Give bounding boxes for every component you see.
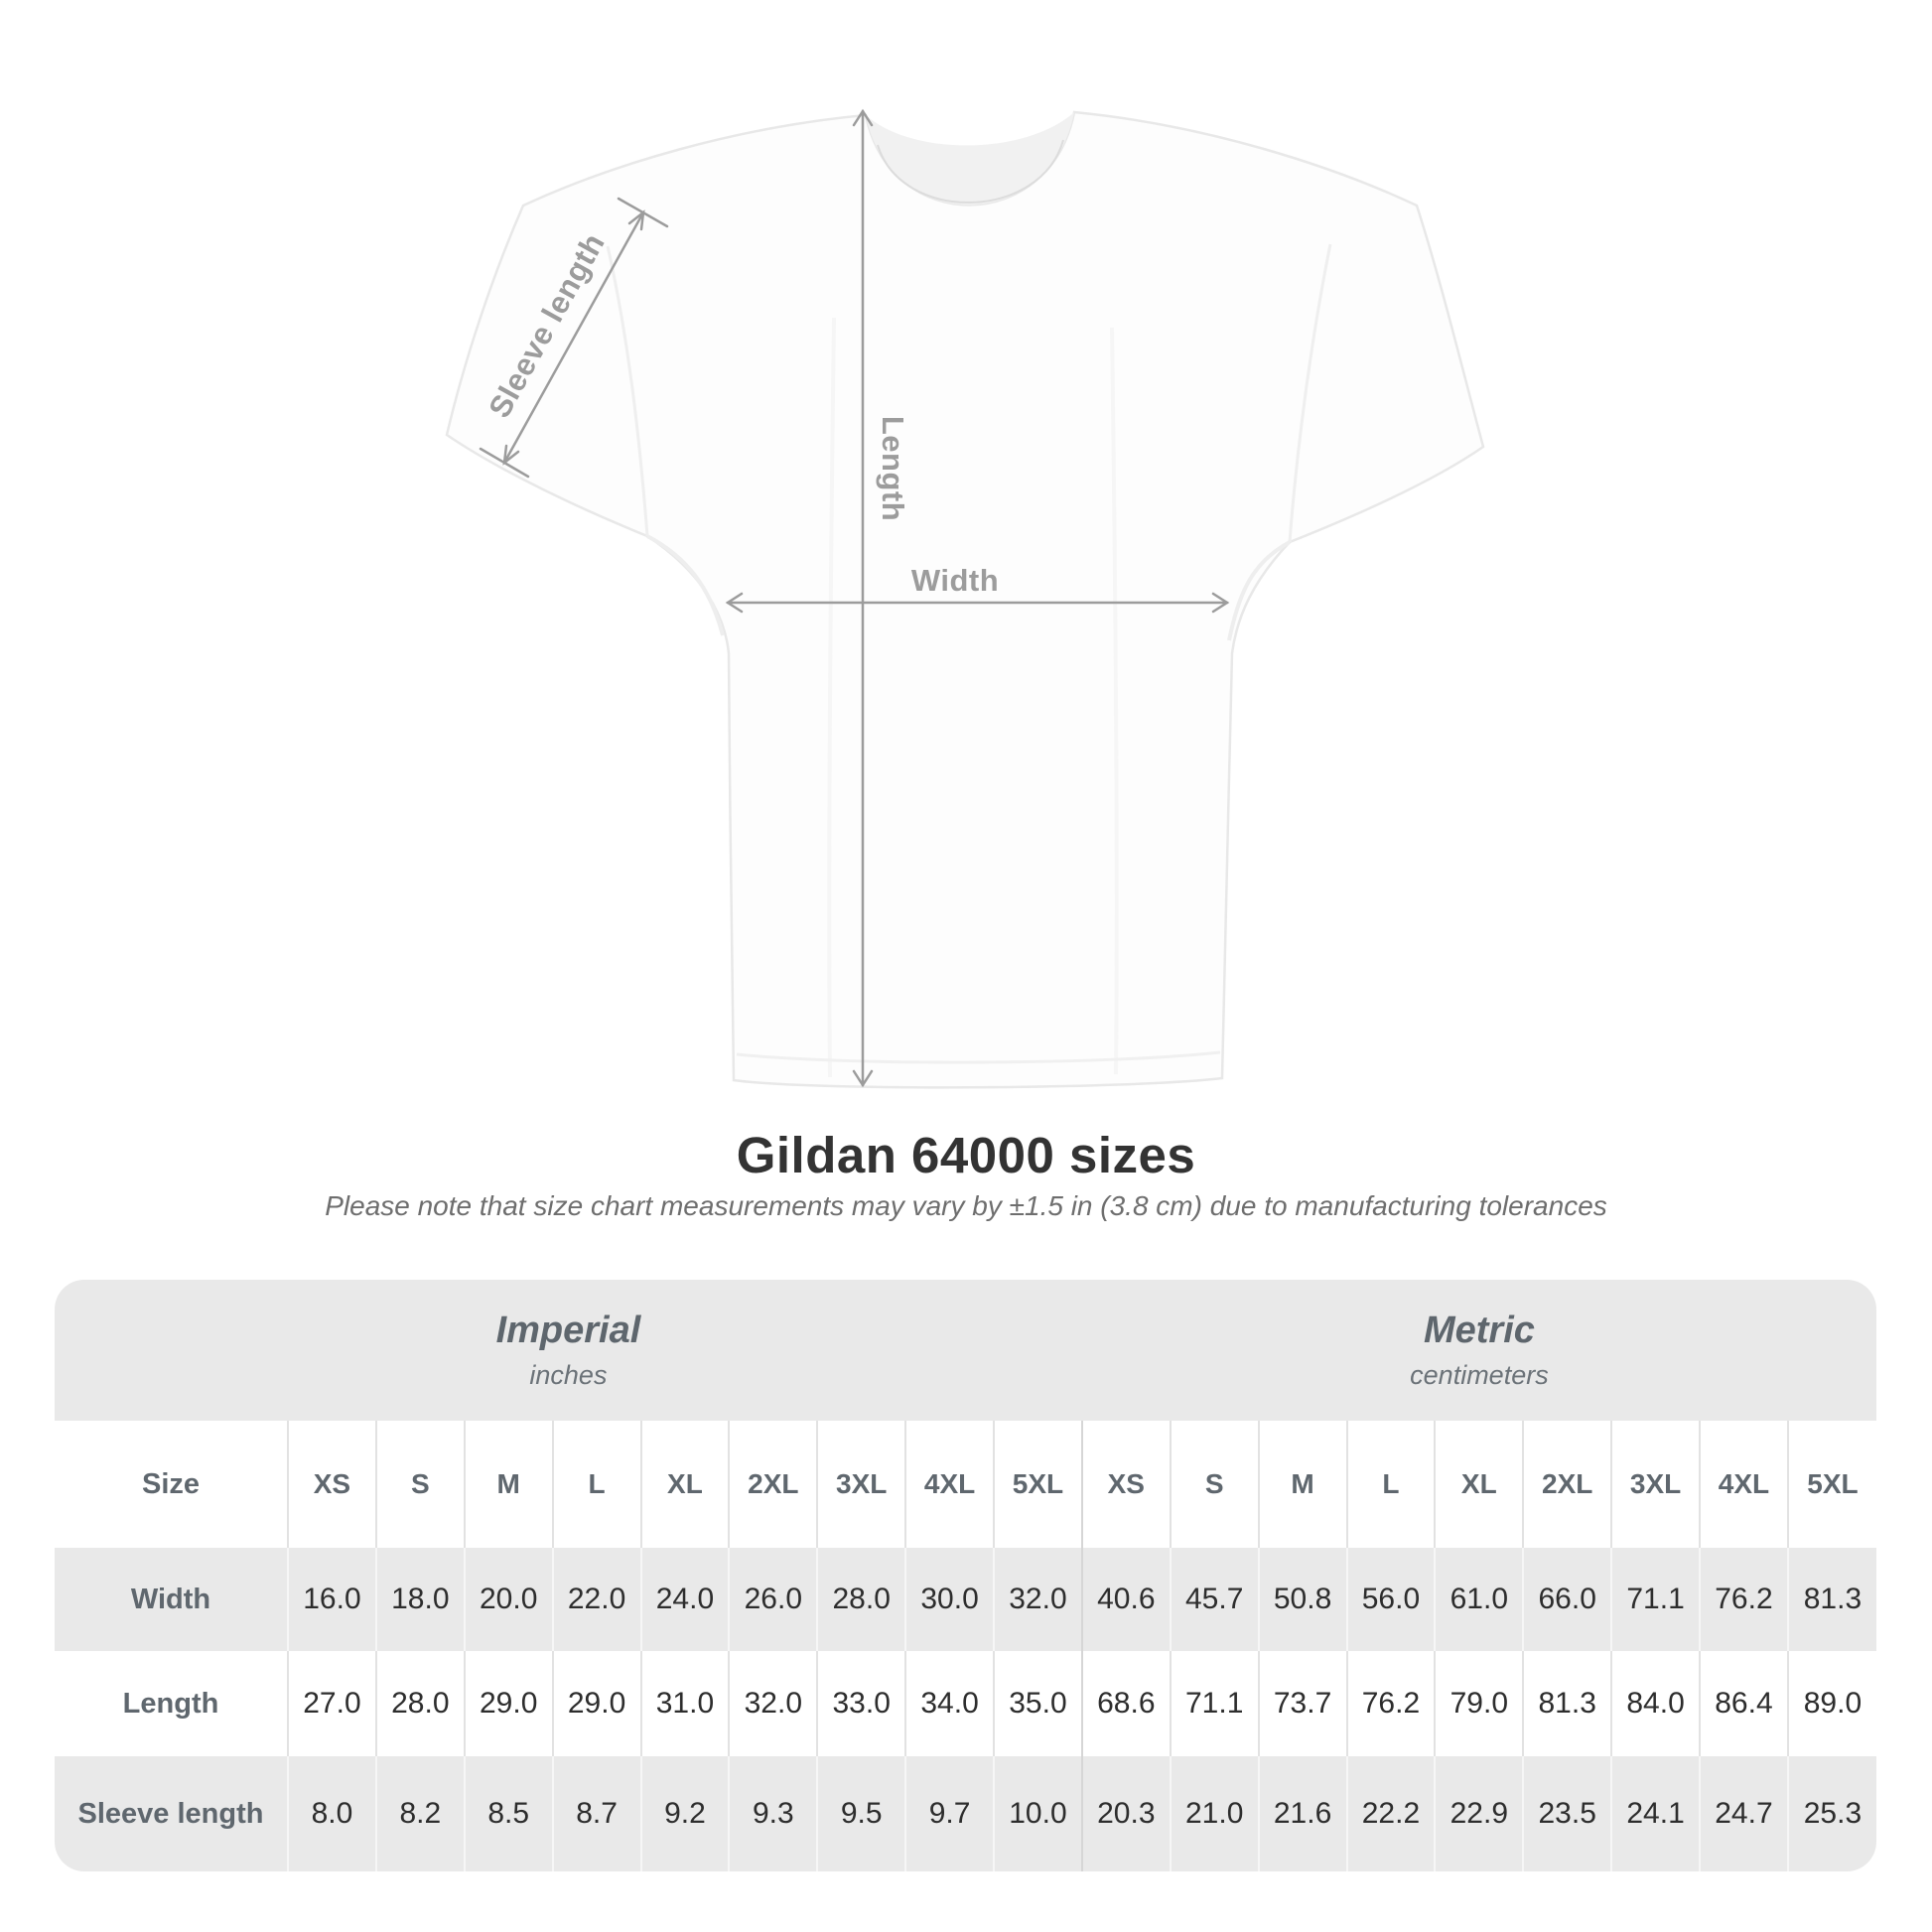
value-cell: 34.0 — [905, 1651, 994, 1756]
metric-header-cell — [1082, 1280, 1876, 1421]
unit-header-row — [55, 1280, 1876, 1421]
page-title: Gildan 64000 sizes — [736, 1127, 1196, 1183]
value-cell: 24.0 — [641, 1548, 730, 1651]
value-cell: 81.3 — [1788, 1548, 1876, 1651]
value-cell: 20.3 — [1082, 1756, 1171, 1871]
value-cell: 89.0 — [1788, 1651, 1876, 1756]
value-cell: 8.7 — [553, 1756, 641, 1871]
size-col: 5XL — [1788, 1421, 1876, 1548]
value-cell: 40.6 — [1082, 1548, 1171, 1651]
value-cell: 10.0 — [994, 1756, 1082, 1871]
value-cell: 76.2 — [1700, 1548, 1788, 1651]
value-cell: 33.0 — [817, 1651, 905, 1756]
value-cell: 27.0 — [288, 1651, 376, 1756]
value-cell: 25.3 — [1788, 1756, 1876, 1871]
value-cell: 26.0 — [729, 1548, 817, 1651]
value-cell: 76.2 — [1347, 1651, 1436, 1756]
value-cell: 20.0 — [465, 1548, 553, 1651]
value-cell: 71.1 — [1611, 1548, 1700, 1651]
size-table — [55, 1280, 1876, 1871]
metric-title: Metric — [1423, 1309, 1535, 1351]
value-cell: 22.2 — [1347, 1756, 1436, 1871]
value-cell: 61.0 — [1435, 1548, 1523, 1651]
value-cell: 18.0 — [376, 1548, 465, 1651]
value-cell: 50.8 — [1259, 1548, 1347, 1651]
value-cell: 71.1 — [1171, 1651, 1259, 1756]
value-cell: 32.0 — [994, 1548, 1082, 1651]
value-cell: 81.3 — [1523, 1651, 1611, 1756]
length-label: Length — [876, 415, 910, 522]
value-cell: 24.7 — [1700, 1756, 1788, 1871]
value-cell: 84.0 — [1611, 1651, 1700, 1756]
value-cell: 28.0 — [817, 1548, 905, 1651]
value-cell: 23.5 — [1523, 1756, 1611, 1871]
value-cell: 24.1 — [1611, 1756, 1700, 1871]
length-row — [55, 1651, 1876, 1756]
value-cell: 9.3 — [729, 1756, 817, 1871]
value-cell: 9.7 — [905, 1756, 994, 1871]
value-cell: 21.0 — [1171, 1756, 1259, 1871]
size-col: L — [1347, 1421, 1436, 1548]
value-cell: 68.6 — [1082, 1651, 1171, 1756]
value-cell: 21.6 — [1259, 1756, 1347, 1871]
size-col: 4XL — [905, 1421, 994, 1548]
row-label: Sleeve length — [55, 1756, 288, 1871]
value-cell: 8.5 — [465, 1756, 553, 1871]
value-cell: 8.0 — [288, 1756, 376, 1871]
value-cell: 73.7 — [1259, 1651, 1347, 1756]
width-label: Width — [910, 563, 1000, 598]
tolerance-note: Please note that size chart measurements may vary by ±1.5 in (3.8 cm) due to manufacturing tolerances — [325, 1190, 1607, 1221]
size-header: Size — [55, 1421, 288, 1548]
value-cell: 16.0 — [288, 1548, 376, 1651]
value-cell: 86.4 — [1700, 1651, 1788, 1756]
size-col: 5XL — [994, 1421, 1082, 1548]
value-cell: 31.0 — [641, 1651, 730, 1756]
value-cell: 9.2 — [641, 1756, 730, 1871]
size-col: S — [376, 1421, 465, 1548]
size-table-grid — [55, 1280, 1876, 1871]
value-cell: 22.9 — [1435, 1756, 1523, 1871]
size-col: XL — [641, 1421, 730, 1548]
value-cell: 29.0 — [465, 1651, 553, 1756]
value-cell: 79.0 — [1435, 1651, 1523, 1756]
size-col: M — [465, 1421, 553, 1548]
value-cell: 30.0 — [905, 1548, 994, 1651]
width-row — [55, 1548, 1876, 1651]
size-col: 2XL — [1523, 1421, 1611, 1548]
size-col: 4XL — [1700, 1421, 1788, 1548]
value-cell: 8.2 — [376, 1756, 465, 1871]
size-header-row — [55, 1421, 1876, 1548]
value-cell: 9.5 — [817, 1756, 905, 1871]
size-col: L — [553, 1421, 641, 1548]
sleeve-row — [55, 1756, 1876, 1871]
size-col: XL — [1435, 1421, 1523, 1548]
value-cell: 28.0 — [376, 1651, 465, 1756]
size-col: M — [1259, 1421, 1347, 1548]
value-cell: 29.0 — [553, 1651, 641, 1756]
size-col: 3XL — [817, 1421, 905, 1548]
size-col: 3XL — [1611, 1421, 1700, 1548]
metric-unit: centimeters — [1410, 1360, 1549, 1391]
size-col: 2XL — [729, 1421, 817, 1548]
value-cell: 22.0 — [553, 1548, 641, 1651]
value-cell: 45.7 — [1171, 1548, 1259, 1651]
row-label: Width — [55, 1548, 288, 1651]
value-cell: 66.0 — [1523, 1548, 1611, 1651]
size-col: S — [1171, 1421, 1259, 1548]
value-cell: 56.0 — [1347, 1548, 1436, 1651]
imperial-header-cell — [55, 1280, 1082, 1421]
imperial-unit: inches — [529, 1360, 608, 1391]
value-cell: 32.0 — [729, 1651, 817, 1756]
size-col: XS — [288, 1421, 376, 1548]
sleeve-length-label: Sleeve length — [482, 227, 612, 424]
value-cell: 35.0 — [994, 1651, 1082, 1756]
imperial-title: Imperial — [495, 1309, 641, 1351]
row-label: Length — [55, 1651, 288, 1756]
size-col: XS — [1082, 1421, 1171, 1548]
